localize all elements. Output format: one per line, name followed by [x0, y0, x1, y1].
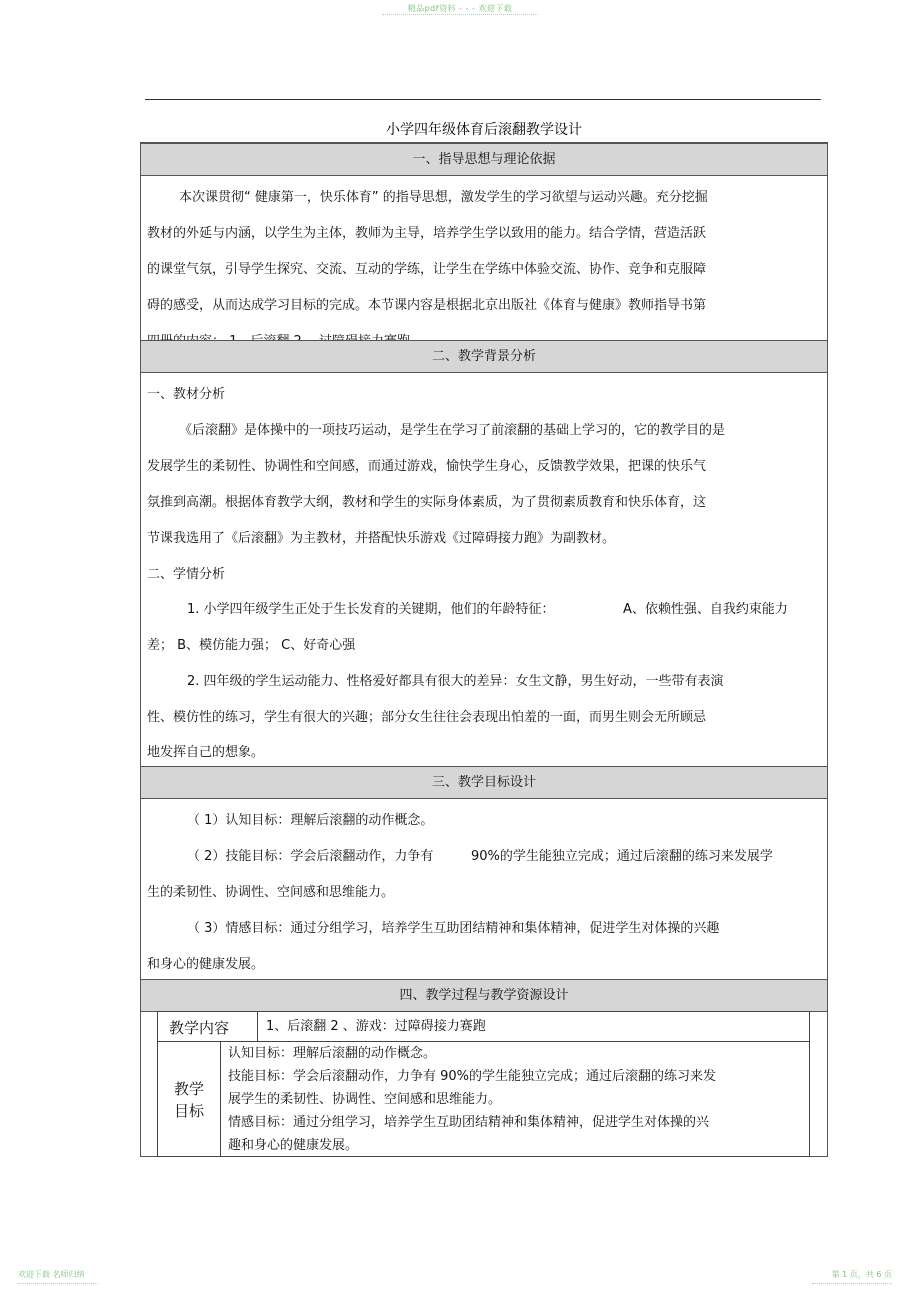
goals-label-line-2: 目标: [173, 1102, 204, 1120]
goals-label: [158, 1078, 220, 1122]
paragraph-line: 地发挥自己的想象。: [147, 745, 265, 760]
footer-page-number: 第 1 页，共 6 页: [831, 1270, 892, 1279]
paragraph-line: 发展学生的柔韧性、协调性和空间感，而通过游戏，愉快学生身心，反馈教学效果，把课的快乐气: [147, 459, 707, 474]
document-title: 小学四年级体育后滚翻教学设计: [386, 122, 582, 138]
goal-skill-continued: 90%的学生能独立完成；通过后滚翻的练习来发展学: [471, 849, 773, 864]
goal-skill: （ 2）技能目标：学会后滚翻动作，力争有: [187, 849, 434, 864]
paragraph-line: 2. 四年级的学生运动能力、性格爱好都具有很大的差异：女生文静，男生好动，一些带有表演: [187, 674, 724, 689]
cell-divider: [257, 1012, 258, 1041]
footer-left-watermark: 欢迎下载 名师归纳: [18, 1270, 85, 1279]
goal-affective: （ 3）情感目标：通过分组学习，培养学生互助团结精神和集体精神，促进学生对体操的兴趣: [187, 921, 720, 936]
paragraph-line: 1. 小学四年级学生正处于生长发育的关键期，他们的年龄特征：: [187, 602, 555, 617]
header-dotted-rule: [382, 14, 538, 15]
goals-row: [157, 1041, 810, 1157]
cell-divider: [220, 1042, 221, 1156]
section-heading-teaching-goals: 三、教学目标设计: [141, 766, 827, 799]
paragraph-line: 教材的外延与内涵，以学生为主体，教师为主导，培养学生学以致用的能力。结合学情，营造活跃: [147, 226, 707, 241]
paragraph-line: 节课我选用了《后滚翻》为主教材，并搭配快乐游戏《过障碍接力跑》为副教材。: [147, 531, 616, 546]
section-heading-process-design: 四、教学过程与教学资源设计: [141, 979, 827, 1012]
paragraph-line: 氛推到高潮。根据体育教学大纲，教材和学生的实际身体素质，为了贯彻素质教育和快乐体育，这: [147, 495, 707, 510]
footer-dotted-rule-right: [812, 1283, 892, 1284]
goals-line: 认知目标：理解后滚翻的动作概念。: [228, 1046, 437, 1061]
paragraph-line: 的课堂气氛，引导学生探究、交流、互动的学练，让学生在学练中体验交流、协作、竞争和克服障: [147, 262, 707, 277]
goals-line: 趣和身心的健康发展。: [228, 1138, 359, 1153]
paragraph-line: 性、模仿性的练习，学生有很大的兴趣；部分女生往往会表现出怕羞的一面，而男生则会无所顾忌: [147, 710, 707, 725]
paragraph-line: 差； B、模仿能力强； C、好奇心强: [147, 638, 356, 653]
section-heading-guiding-ideas: 一、指导思想与理论依据: [141, 143, 827, 176]
goals-line: 展学生的柔韧性、协调性、空间感和思维能力。: [228, 1092, 502, 1107]
paragraph-line: 本次课贯彻“ 健康第一，快乐体育” 的指导思想，激发学生的学习欲望与运动兴趣。充分挖掘: [179, 190, 708, 205]
content-row: [157, 1011, 810, 1042]
paragraph-line-continued: A、依赖性强、自我约束能力: [623, 602, 788, 617]
goals-text: [228, 1042, 716, 1157]
goals-line: 技能目标：学会后滚翻动作，力争有 90%的学生能独立完成；通过后滚翻的练习来发: [228, 1069, 717, 1084]
paragraph-line: 《后滚翻》是体操中的一项技巧运动，是学生在学习了前滚翻的基础上学习的，它的教学目的是: [179, 423, 726, 438]
content-label: 教学内容: [168, 1019, 229, 1037]
footer-dotted-rule-left: [18, 1283, 98, 1284]
top-rule: [145, 99, 821, 100]
paragraph-line: 碍的感受，从而达成学习目标的完成。本节课内容是根据北京出版社《体育与健康》教师指导书第: [147, 298, 707, 313]
content-value: 1、后滚翻 2 、游戏：过障碍接力赛跑: [266, 1019, 486, 1034]
goals-label-line-1: 教学: [173, 1080, 204, 1098]
subheading-student-analysis: 二、学情分析: [147, 567, 226, 582]
paragraph-line: 和身心的健康发展。: [147, 957, 265, 972]
header-watermark: 精品pdf资料 - - - 欢迎下载: [407, 4, 513, 13]
paragraph-line: 生的柔韧性、协调性、空间感和思维能力。: [147, 885, 395, 900]
goal-cognitive: （ 1）认知目标：理解后滚翻的动作概念。: [187, 813, 434, 828]
lesson-plan-table: [140, 142, 828, 1157]
section-heading-background-analysis: 二、教学背景分析: [141, 340, 827, 373]
subheading-material-analysis: 一、教材分析: [147, 387, 226, 402]
goals-line: 情感目标：通过分组学习，培养学生互助团结精神和集体精神，促进学生对体操的兴: [228, 1115, 710, 1130]
